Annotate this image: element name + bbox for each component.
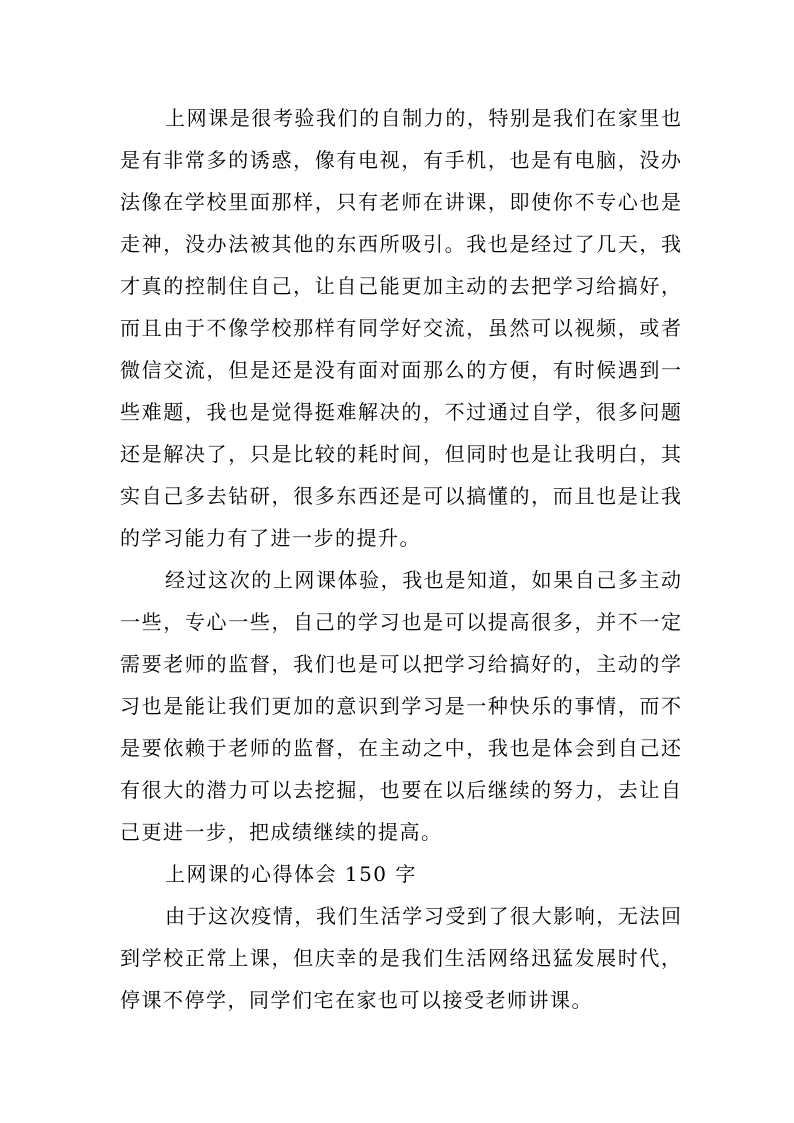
paragraph-line: 到学校正常上课，但庆幸的是我们生活网络迅猛发展时代， [120,946,681,970]
paragraph-line: 上网课是很考验我们的自制力的，特别是我们在家里也 [165,106,681,130]
paragraph-line: 习也是能让我们更加的意识到学习是一种快乐的事情，而不 [120,694,681,718]
paragraph-2 [120,559,681,853]
paragraph-line: 己更进一步，把成绩继续的提高。 [120,820,443,844]
document-body [120,97,681,1021]
paragraph-line: 是要依赖于老师的监督，在主动之中，我也是体会到自己还 [120,736,681,760]
paragraph-line: 些难题，我也是觉得挺难解决的，不过通过自学，很多问题 [120,400,681,424]
paragraph-line: 需要老师的监督，我们也是可以把学习给搞好的，主动的学 [120,652,681,676]
paragraph-line: 实自己多去钻研，很多东西还是可以搞懂的，而且也是让我 [120,484,681,508]
paragraph-line: 的学习能力有了进一步的提升。 [120,526,421,550]
paragraph-line: 有很大的潜力可以去挖掘，也要在以后继续的努力，去让自 [120,778,681,802]
paragraph-line: 法像在学校里面那样，只有老师在讲课，即使你不专心也是 [120,190,681,214]
paragraph-line: 是有非常多的诱惑，像有电视，有手机，也是有电脑，没办 [120,148,681,172]
section-heading: 上网课的心得体会 150 字 [165,862,417,886]
paragraph-line: 停课不停学，同学们宅在家也可以接受老师讲课。 [120,988,593,1012]
paragraph-line: 一些，专心一些，自己的学习也是可以提高很多，并不一定 [120,610,681,634]
paragraph-line: 才真的控制住自己，让自己能更加主动的去把学习给搞好， [120,274,681,298]
paragraph-line: 走神，没办法被其他的东西所吸引。我也是经过了几天，我 [120,232,681,256]
paragraph-line: 经过这次的上网课体验，我也是知道，如果自己多主动 [165,568,681,592]
paragraph-3 [120,895,681,1021]
paragraph-line: 还是解决了，只是比较的耗时间，但同时也是让我明白，其 [120,442,681,466]
paragraph-line: 微信交流，但是还是没有面对面那么的方便，有时候遇到一 [120,358,681,382]
paragraph-line: 由于这次疫情，我们生活学习受到了很大影响，无法回 [165,904,681,928]
paragraph-1 [120,97,681,559]
paragraph-line: 而且由于不像学校那样有同学好交流，虽然可以视频，或者 [120,316,681,340]
